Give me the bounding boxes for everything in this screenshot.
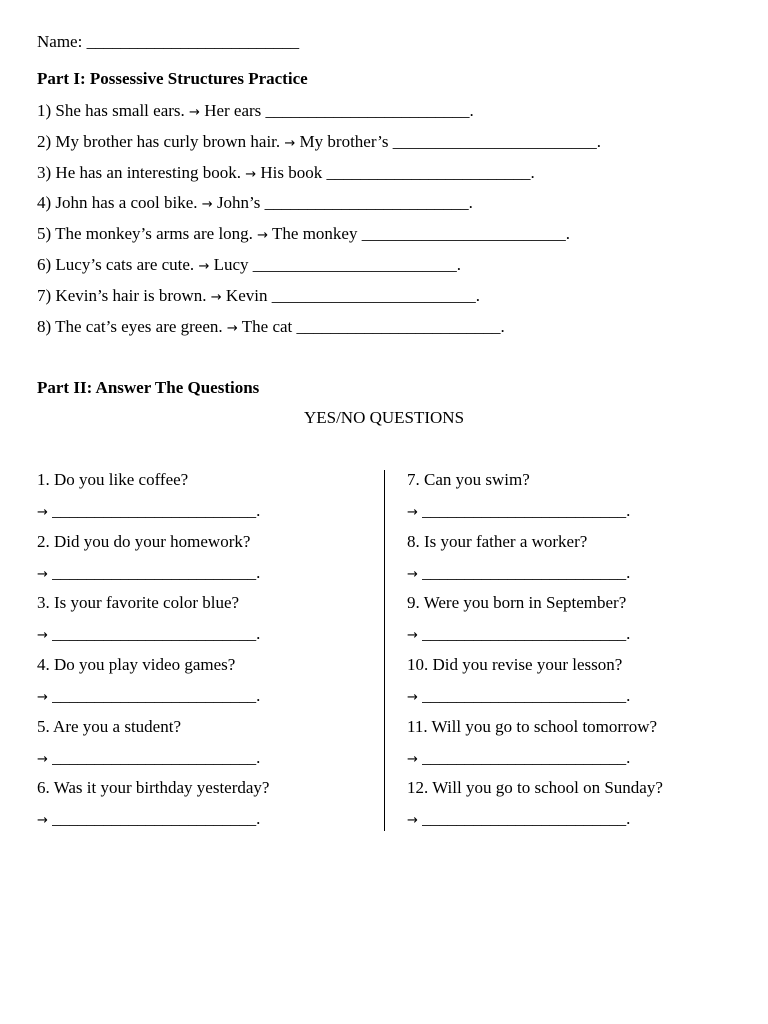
exercise-start: The cat: [241, 316, 293, 336]
answer-line: [407, 500, 663, 530]
answer-line: [407, 808, 663, 838]
answer-blank[interactable]: ________________________.: [265, 101, 474, 120]
question-text: 12. Will you go to school on Sunday?: [407, 778, 663, 798]
exercise-start: Her ears: [204, 101, 262, 120]
name-line: [37, 32, 299, 52]
arrow-icon: →: [37, 505, 48, 520]
part1-title: Part I: Possessive Structures Practice: [37, 69, 308, 88]
exercise-sentence: 5) The monkey’s arms are long.: [37, 224, 253, 244]
answer-blank[interactable]: ________________________.: [392, 131, 601, 151]
answer-blank[interactable]: ________________________.: [296, 316, 505, 336]
exercise-item: [37, 254, 601, 285]
arrow-icon: →: [407, 813, 418, 829]
question-text: 1. Do you like coffee?: [37, 470, 189, 489]
question-item: [407, 654, 663, 716]
arrow-icon: →: [284, 135, 296, 151]
question-text: 5. Are you a student?: [37, 716, 181, 736]
question-text: 8. Is your father a worker?: [407, 531, 588, 551]
arrow-icon: →: [407, 690, 418, 706]
arrow-icon: →: [245, 166, 257, 182]
arrow-icon: →: [198, 258, 210, 274]
question-item: [37, 531, 269, 593]
arrow-icon: →: [37, 813, 48, 829]
question-text: 9. Were you born in September?: [407, 593, 627, 613]
exercise-start: My brother’s: [299, 131, 389, 151]
question-item: [407, 592, 663, 654]
exercise-sentence: 3) He has an interesting book.: [37, 162, 241, 182]
answer-blank[interactable]: ________________________.: [422, 747, 631, 767]
exercise-sentence: 7) Kevin’s hair is brown.: [37, 285, 207, 305]
exercise-start: His book: [260, 162, 323, 182]
answer-blank[interactable]: ________________________.: [422, 809, 631, 829]
answer-blank[interactable]: ________________________.: [422, 624, 631, 644]
exercise-item: [37, 316, 601, 347]
exercise-start: Kevin: [225, 285, 268, 305]
arrow-icon: →: [407, 566, 418, 582]
arrow-icon: →: [407, 505, 418, 520]
question-text: 10. Did you revise your lesson?: [407, 655, 623, 675]
exercise-start: The monkey: [272, 224, 358, 244]
question-text: 6. Was it your birthday yesterday?: [37, 778, 270, 798]
exercise-item: [37, 192, 601, 223]
exercise-start: John’s: [216, 193, 261, 213]
answer-blank[interactable]: ________________________.: [326, 162, 535, 182]
answer-blank[interactable]: ________________________.: [422, 501, 631, 520]
exercise-item: [37, 223, 601, 254]
name-blank[interactable]: _________________________: [86, 32, 300, 51]
questions-right-column: [407, 469, 663, 839]
arrow-icon: →: [257, 228, 269, 244]
arrow-icon: →: [37, 751, 48, 767]
question-text: 4. Do you play video games?: [37, 655, 236, 675]
exercise-item: [37, 162, 601, 193]
answer-blank[interactable]: ________________________.: [52, 686, 261, 706]
exercise-item: [37, 100, 601, 131]
answer-line: [37, 623, 269, 653]
answer-blank[interactable]: ________________________.: [52, 624, 261, 644]
exercise-sentence: 4) John has a cool bike.: [37, 193, 198, 213]
question-item: [37, 777, 269, 839]
answer-blank[interactable]: ________________________.: [264, 193, 473, 213]
answer-line: [407, 623, 663, 653]
answer-line: [37, 747, 269, 777]
question-item: [37, 654, 269, 716]
question-text: 11. Will you go to school tomorrow?: [407, 716, 658, 736]
exercise-item: [37, 131, 601, 162]
answer-blank[interactable]: ________________________.: [422, 562, 631, 582]
arrow-icon: →: [226, 320, 238, 336]
exercise-start: Lucy: [213, 254, 249, 274]
arrow-icon: →: [189, 105, 200, 120]
question-text: 7. Can you swim?: [407, 470, 530, 489]
question-item: [407, 469, 663, 531]
arrow-icon: →: [407, 751, 418, 767]
exercise-sentence: 8) The cat’s eyes are green.: [37, 316, 223, 336]
arrow-icon: →: [407, 628, 418, 644]
arrow-icon: →: [210, 289, 222, 305]
arrow-icon: →: [201, 197, 213, 213]
answer-blank[interactable]: ________________________.: [422, 686, 631, 706]
exercise-sentence: 6) Lucy’s cats are cute.: [37, 254, 195, 274]
answer-line: [37, 808, 269, 838]
answer-blank[interactable]: ________________________.: [252, 254, 462, 274]
exercise-sentence: 2) My brother has curly brown hair.: [37, 131, 281, 151]
answer-blank[interactable]: ________________________.: [271, 285, 480, 305]
question-text: 3. Is your favorite color blue?: [37, 593, 240, 613]
arrow-icon: →: [37, 566, 48, 582]
question-text: 2. Did you do your homework?: [37, 531, 251, 551]
question-item: [407, 777, 663, 839]
answer-blank[interactable]: ________________________.: [361, 224, 570, 244]
answer-line: [407, 562, 663, 592]
part2-title: Part II: Answer The Questions: [37, 378, 260, 397]
questions-left-column: [37, 469, 269, 839]
arrow-icon: →: [37, 628, 48, 644]
part1-exercise-list: [37, 100, 601, 346]
answer-line: [37, 562, 269, 592]
answer-blank[interactable]: ________________________.: [52, 747, 261, 767]
answer-blank[interactable]: ________________________.: [52, 809, 261, 829]
question-item: [407, 716, 663, 778]
question-item: [37, 592, 269, 654]
exercise-sentence: 1) She has small ears.: [37, 101, 185, 120]
question-item: [37, 716, 269, 778]
question-item: [407, 531, 663, 593]
exercise-item: [37, 285, 601, 316]
part2-subtitle: YES/NO QUESTIONS: [303, 408, 465, 427]
answer-blank[interactable]: ________________________.: [52, 562, 261, 582]
question-item: [37, 469, 269, 531]
column-divider: [384, 470, 385, 831]
name-label: Name:: [37, 32, 83, 51]
answer-blank[interactable]: ________________________.: [52, 501, 261, 520]
answer-line: [407, 685, 663, 715]
answer-line: [37, 685, 269, 715]
answer-line: [37, 500, 269, 530]
arrow-icon: →: [37, 690, 48, 706]
answer-line: [407, 747, 663, 777]
